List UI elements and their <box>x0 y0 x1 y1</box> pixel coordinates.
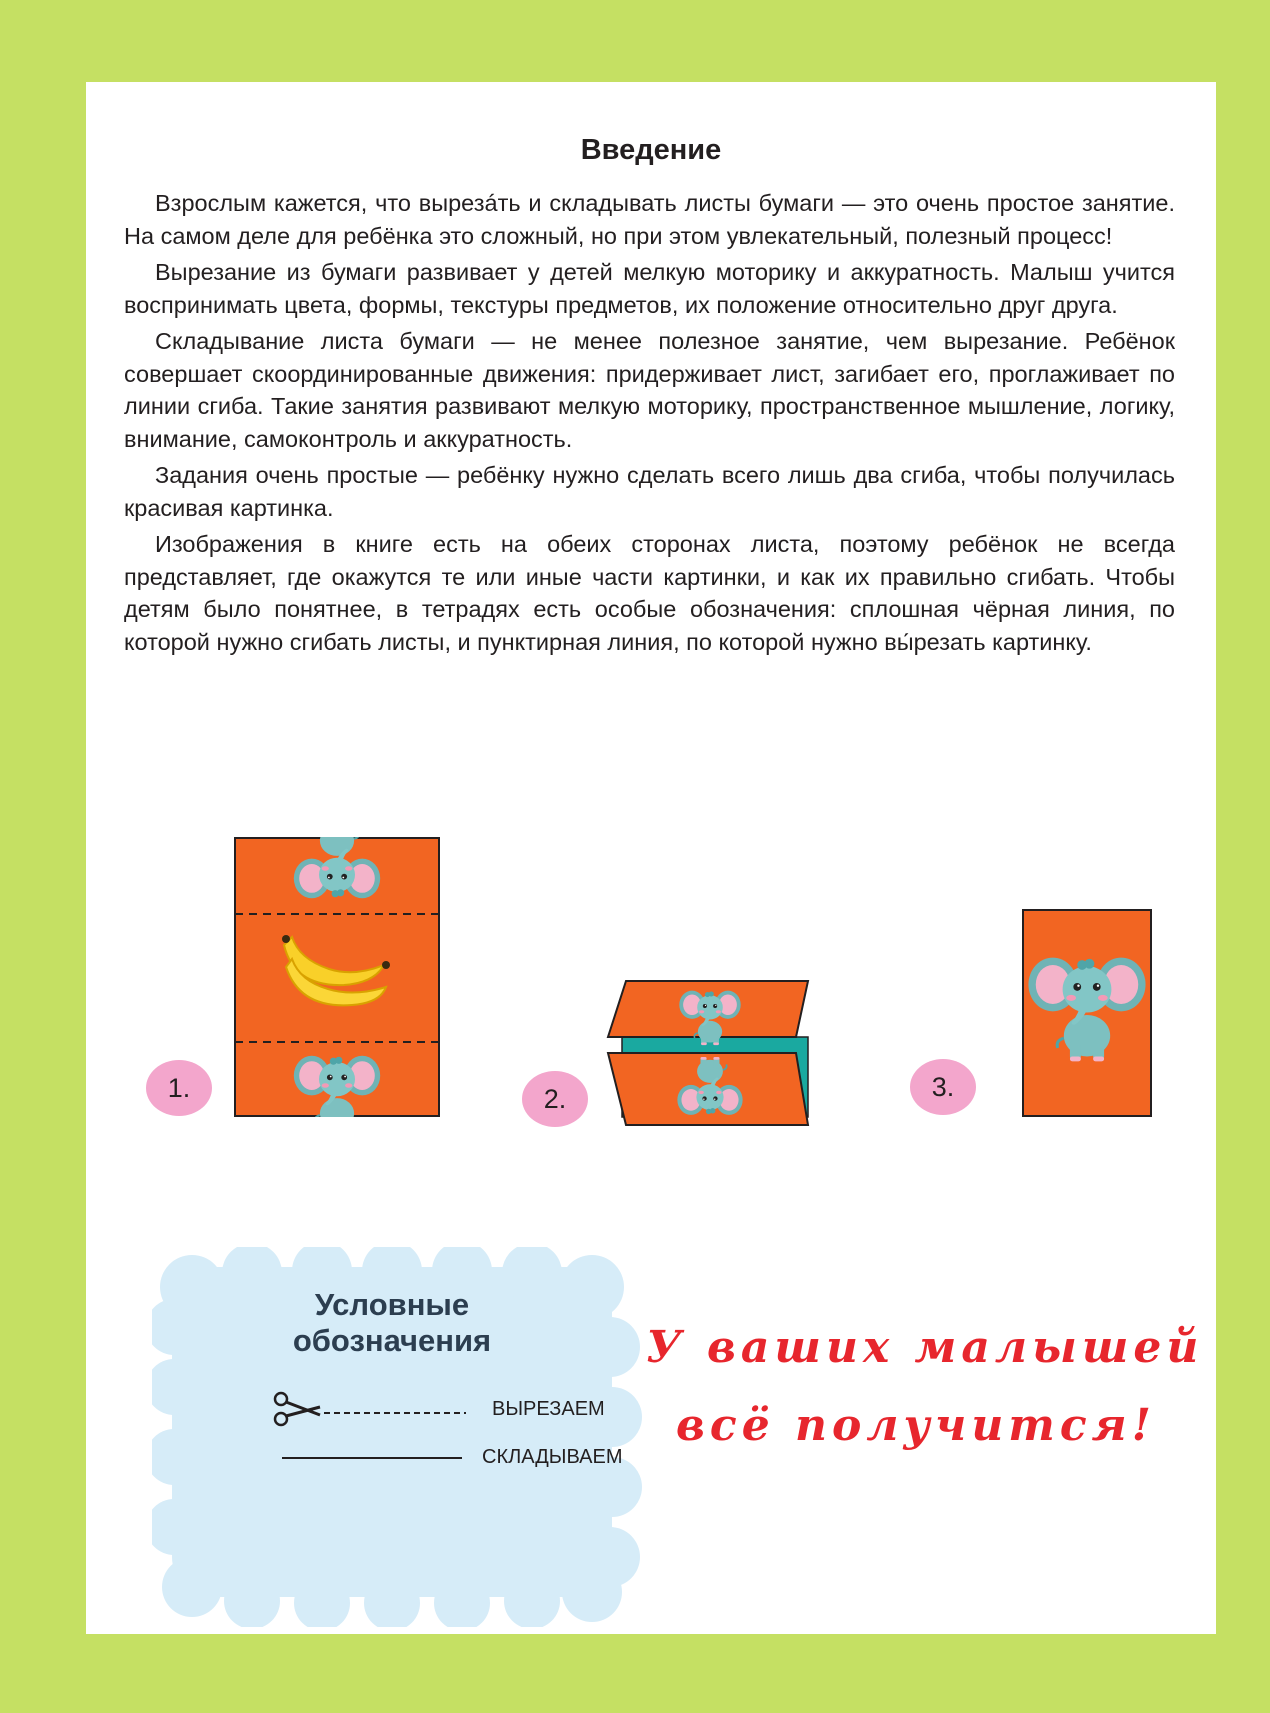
intro-text <box>124 187 1175 662</box>
dashed-cut-line <box>324 1399 466 1419</box>
step-1-sheet <box>234 837 440 1117</box>
solid-fold-line <box>282 1448 462 1468</box>
legend-title <box>192 1287 592 1359</box>
paragraph: Вырезание из бумаги развивает у детей мелкую моторику и аккуратность. Малыш учится воспринимать цвета, формы, текстуры предметов, их положение относительно друг друга. <box>124 259 1175 318</box>
legend-title-line2: обозначения <box>292 1323 492 1358</box>
paragraph: Изображения в книге есть на обеих сторонах листа, поэтому ребёнок не всегда представляет, где окажутся те или иные части картинки, и как их правильно сгибать. Чтобы детям было понятнее, в тетрадях есть особые обозначения: сплошная чёрная линия, по которой нужно сгибать листы, и пунктирная линия, по которой нужно вы́резать картинку. <box>124 531 1175 655</box>
slogan-line2: всё получится! <box>676 1400 1156 1451</box>
legend-cut-label: ВЫРЕЗАЕМ <box>492 1397 605 1420</box>
legend-fold-row <box>282 1446 623 1469</box>
step-3-finished-card <box>1022 909 1152 1117</box>
page-title: Введение <box>580 134 722 166</box>
slogan-line1: У ваших малышей <box>646 1322 1204 1373</box>
legend-cut-row <box>272 1389 605 1429</box>
step-3-badge: 3. <box>910 1059 976 1115</box>
legend-title-line1: Условные <box>314 1287 470 1322</box>
legend-fold-label: СКЛАДЫВАЕМ <box>482 1446 623 1468</box>
paragraph: Складывание листа бумаги — не менее полезное занятие, чем вырезание. Ребёнок совершает скоординированные движения: придерживает лист, загибает его, проглаживает по линии сгиба. Такие занятия развивают мелкую моторику, пространственное мышление, логику, внимание, самоконтроль и аккуратность. <box>124 328 1175 452</box>
page <box>86 82 1216 1634</box>
step-1-badge: 1. <box>146 1060 212 1116</box>
paragraph: Задания очень простые — ребёнку нужно сделать всего лишь два сгиба, чтобы получилась красивая картинка. <box>124 462 1175 521</box>
legend-box <box>152 1247 662 1627</box>
step-2-badge: 2. <box>522 1071 588 1127</box>
step-2-folded-sheet <box>606 977 826 1127</box>
scissors-icon <box>272 1389 324 1429</box>
paragraph: Взрослым кажется, что вырезáть и складывать листы бумаги — это очень простое занятие. На самом деле для ребёнка это сложный, но при этом увлекательный, полезный процесс! <box>124 190 1175 249</box>
